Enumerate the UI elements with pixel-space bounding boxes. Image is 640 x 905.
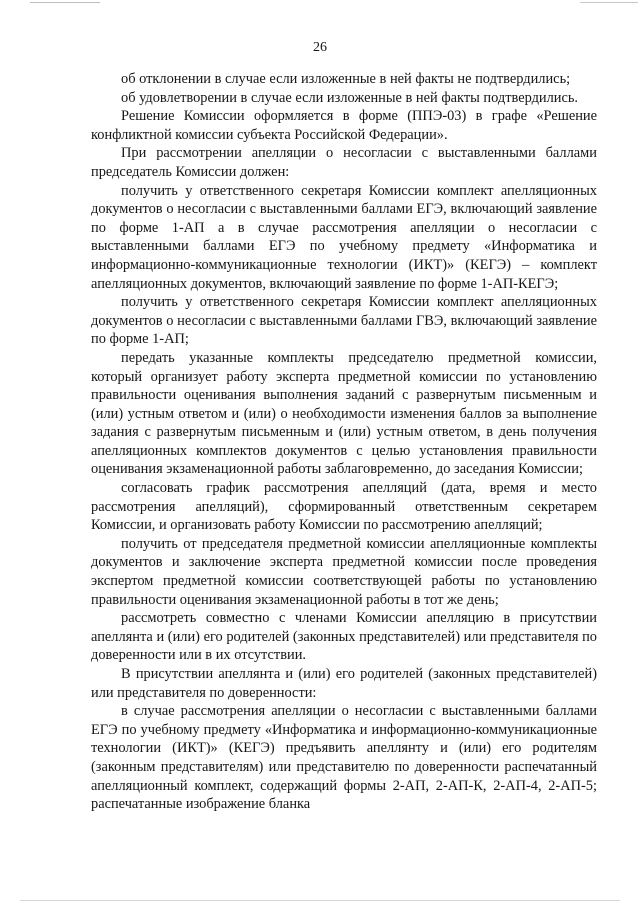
paragraph: получить у ответственного секретаря Комиссии комплект апелляционных документов о несогласии с выставленными баллами ГВЭ, включающий заявление по форме 1-АП; xyxy=(91,294,597,348)
paragraph: в случае рассмотрения апелляции о несогласии с выставленными баллами ЕГЭ по учебному предмету «Информатика и информационно-коммуникационные технологии (ИКТ)» (КЕГЭ) предъявить апеллянту и (или) его родителям (законным представителям) или представителю по доверенности распечатанный апелляционный комплект, содержащий формы 2-АП, 2-АП-К, 2-АП-4, 2-АП-5; распечатанные изображение бланка xyxy=(91,703,597,813)
paragraph: При рассмотрении апелляции о несогласии с выставленными баллами председатель Комиссии должен: xyxy=(91,145,597,180)
paragraph: получить от председателя предметной комиссии апелляционные комплекты документов и заключение эксперта предметной комиссии после проведения экспертом предметной комиссии соответствующей работы по установлению правильности оценивания экзаменационной работы в тот же день; xyxy=(91,535,597,608)
document-body xyxy=(91,70,597,814)
paragraph: передать указанные комплекты председателю предметной комиссии, который организует работу эксперта предметной комиссии по установлению правильности оценивания выполнения заданий с развернутым письменным и (или) устным ответом и (или) о необходимости изменения баллов за выполнение задания с развернутым письменным и (или) устным ответом, в день получения апелляционных комплектов документов с целью установления правильности оценивания экзаменационной работы заблаговременно, до заседания Комиссии; xyxy=(91,349,597,478)
paragraph: об удовлетворении в случае если изложенные в ней факты подтвердились. xyxy=(121,89,579,106)
scan-edge-line xyxy=(20,900,620,901)
scan-edge-line xyxy=(580,2,638,3)
paragraph: В присутствии апеллянта и (или) его родителей (законных представителей) или представителя по доверенности: xyxy=(91,666,597,701)
paragraph: об отклонении в случае если изложенные в ней факты не подтвердились; xyxy=(121,71,571,87)
paragraph: Решение Комиссии оформляется в форме (ППЭ-03) в графе «Решение конфликтной комиссии субъекта Российской Федерации». xyxy=(91,108,597,143)
paragraph: рассмотреть совместно с членами Комиссии апелляцию в присутствии апеллянта и (или) его родителей (законных представителей) или представителя по доверенности или в их отсутствии. xyxy=(91,610,597,664)
paragraph: получить у ответственного секретаря Комиссии комплект апелляционных документов о несогласии с выставленными баллами ЕГЭ, включающий заявление по форме 1-АП а в случае рассмотрения апелляции о несогласии с выставленными баллами ЕГЭ по учебному предмету «Информатика и информационно-коммуникационные технологии (ИКТ)» (КЕГЭ) – комплект апелляционных документов, включающий заявление по форме 1-АП-КЕГЭ; xyxy=(91,182,597,292)
scan-edge-line xyxy=(30,2,100,3)
paragraph: согласовать график рассмотрения апелляций (дата, время и место рассмотрения апелляций), сформированный ответственным секретарем Комиссии, и организовать работу Комиссии по рассмотрению апелляций; xyxy=(91,480,597,534)
page-number: 26 xyxy=(313,40,327,55)
